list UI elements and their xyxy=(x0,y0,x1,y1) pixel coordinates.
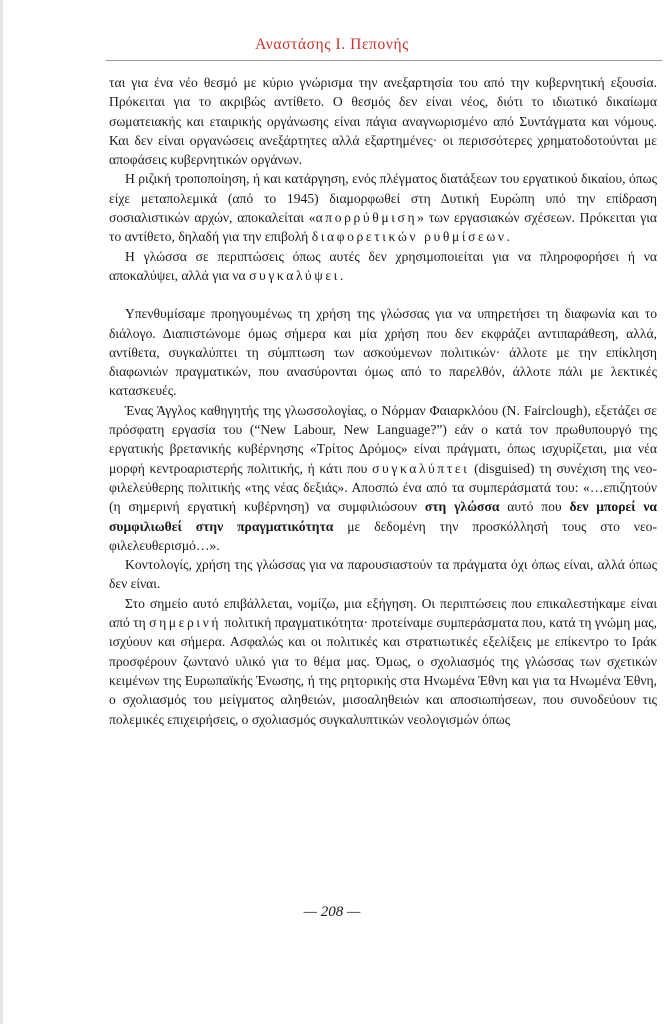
paragraph xyxy=(109,73,657,169)
header-rule xyxy=(106,60,662,61)
running-header: Αναστάσης Ι. Πεπονής xyxy=(255,36,409,53)
text-run: Ένας Άγγλος καθηγητής της γλωσσολογίας, ο Νόρμαν Φαιαρκλόου (N. Fairclough), εξετάζει σε πρόσφατη εργασία του (“New Labour, New Language?”) εάν ο κατά τον πρωθυπουργό της εργατικής βρετανικής κυβέρνησης «Τρίτος Δρόμος» είναι πράγματι, όπως ισχυρίζεται, μια νέα μορφή κεντροαριστερής πολιτικής, ή κάτι που xyxy=(109,402,657,476)
text-run: ται για ένα νέο θεσμό με κύριο γνώρισμα την ανεξαρτησία του από την κυβερνητική εξουσία. Πρόκειται για το ακριβώς αντίθετο. Ο θεσμός δεν είναι νέος, διότι το ιδιωτικό δικαίωμα σωματειακής και εταιρικής οργάνωσης είναι πάγια αναγνωρισμένο από Συντάγματα και νόμους. Και δεν είναι οργανώσεις ανεξάρτητες αλλά εξαρτημένες· οι περισσότερες χρηματοδοτούνται με αποφάσεις κυβερνητικών οργάνων. xyxy=(109,75,657,168)
text-run: Η ριζική τροποποίηση, ή και κατάργηση, ενός πλέγματος διατάξεων του εργατικού δικαίου, όπως είχε μεταπολεμικά (από το 1945) διαμορφωθεί στη Δυτική Ευρώπη υπό την επίδραση σοσιαλιστικών αρχών, αποκαλείται « xyxy=(109,171,657,226)
spaced-emphasis: συγκαλύψει xyxy=(249,267,340,283)
text-run: » των εργασιακών σχέσεων. Πρόκειται για το αντίθετο, δηλαδή για την επιβολή xyxy=(109,210,658,245)
spaced-emphasis: απορρύθμιση xyxy=(315,210,418,226)
spaced-emphasis: διαφορετικών ρυθμίσεων xyxy=(311,229,507,245)
text-run: Υπενθυμίσαμε προηγουμένως τη χρήση της γλώσσας για να υπηρετήσει τη διαφωνία και το διάλογο. Διαπιστώνομε όμως σήμερα και μία χρήση που δεν εκφράζει αντιπαράθεση, αλλά, αντίθετα, συγκαλύπτει τη σύμπτωση των ασκούμενων πολιτικών· άλλοτε με την επίκληση διαφωνιών πραγματικών, που ανασύρονται όμως από το παρελθόν, άλλοτε πάλι με λεκτικές κατασκευές. xyxy=(109,306,657,399)
body-text xyxy=(109,73,657,729)
paragraph xyxy=(109,169,657,246)
page-edge xyxy=(0,0,3,1024)
paragraph xyxy=(109,401,657,555)
page-number: — 208 — xyxy=(303,904,361,920)
text-run: Στο σημείο αυτό επιβάλλεται, νομίζω, μια εξήγηση. Οι περιπτώσεις που επικαλεστήκαμε είναι από τη xyxy=(109,595,657,631)
paragraph xyxy=(109,594,657,729)
spaced-emphasis: συγκαλύπτει xyxy=(372,460,470,476)
paragraph xyxy=(109,247,657,286)
text-run: (disguised) τη συνέχιση της νεο-φιλελεύθερης πολιτικής «της νέας δεξιάς». Αποσπώ ένα από τα συμπεράσματά του: «…επιζητούν (η σημερινή εργατική κυβέρνηση) να συμφιλιώσουν xyxy=(109,460,657,515)
text-run: με δεδομένη την προσκόλλησή τους στο νεο-φιλελευθερισμό…». xyxy=(109,518,657,553)
bold-emphasis: δεν μπορεί να συμφιλιωθεί στην πραγματικότητα xyxy=(109,499,657,534)
paragraph xyxy=(109,304,657,400)
bold-emphasis: στη γλώσσα xyxy=(424,499,500,515)
spaced-emphasis: σημερινή xyxy=(149,615,222,631)
text-run: Η γλώσσα σε περιπτώσεις όπως αυτές δεν χρησιμοποιείται για να πληροφορήσει ή να αποκαλύψει, αλλά για να xyxy=(109,248,657,283)
text-run: Κοντολογίς, χρήση της γλώσσας για να παρουσιαστούν τα πράγματα όχι όπως είναι, αλλά όπως δεν είναι. xyxy=(109,557,657,592)
text-run: . xyxy=(339,267,344,283)
text-run: αυτό που xyxy=(499,499,570,515)
paragraph xyxy=(109,555,657,594)
text-run: πολιτική πραγματικότητα· προτείναμε συμπεράσματα που, κατά τη γνώμη μας, ισχύουν και σήμερα. Ασφαλώς και οι πολιτικές και στρατιωτικές εξελίξεις με επίκεντρο το Ιράκ προσφέρουν ζωντανό υλικό για το θέμα μας. Όμως, ο σχολιασμός της γλώσσας των σχετικών κειμένων της Ευρωπαϊκής Ένωσης, ή της ρητορικής στα Ηνωμένα Έθνη και για τα Ηνωμένα Έθνη, ο σχολιασμός του μείγματος αληθειών, μισοαληθειών και αποσιωπήσεων, που συνοδεύουν τις πολεμικές επιχειρήσεις, ο σχολιασμός συγκαλυπτικών νεολογισμών όπως xyxy=(109,615,658,727)
text-run: . xyxy=(506,229,511,245)
